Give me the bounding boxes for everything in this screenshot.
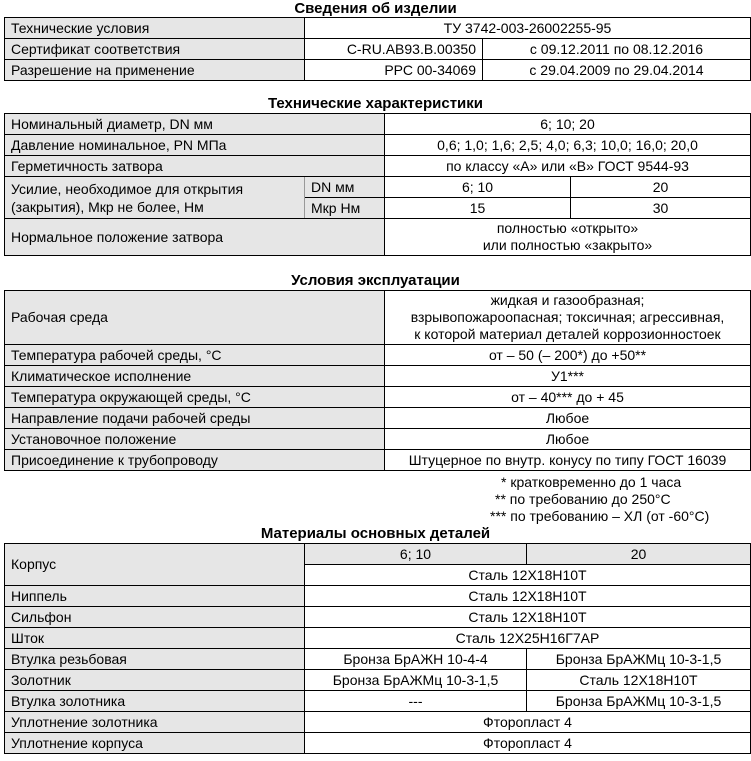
tech-specs-title: Технические характеристики [267,95,484,112]
row-value: Сталь 12Х25Н16Г7АР [305,628,751,649]
dn-value-1: 6; 10 [385,177,571,198]
row-value: C-RU.AB93.B.00350 [305,39,483,60]
operating-conditions-title: Условия эксплуатации [291,272,460,289]
row-value: Штуцерное по внутр. конусу по типу ГОСТ 16039 [385,450,751,471]
row-value: РРС 00-34069 [305,60,483,81]
table-row [5,544,751,565]
row-label: Давление номинальное, PN МПа [5,135,385,156]
row-value-col1: --- [305,691,527,712]
torque-label [5,177,305,219]
row-value: от – 50 (– 200*) до +50** [385,345,751,366]
value-line1: полностью «открыто» [496,220,639,236]
row-value-col2: Сталь 12Х18Н10Т [527,670,751,691]
table-row [5,387,751,408]
value-line3: к которой материал деталей коррозионностоек [414,326,721,342]
row-value-col1: Бронза БрАЖН 10-4-4 [305,649,527,670]
row-value-col2: Бронза БрАЖМц 10-3-1,5 [527,691,751,712]
row-label: Номинальный диаметр, DN мм [5,114,385,135]
table-row [5,607,751,628]
tech-specs-table [4,113,751,256]
row-label: Шток [5,628,305,649]
dn-value-2: 20 [571,177,751,198]
row-label: Установочное положение [5,429,385,450]
row-value: Фторопласт 4 [305,712,751,733]
row-value: Фторопласт 4 [305,733,751,754]
footnote-2: ** по требованию до 250°С [495,491,671,507]
materials-title: Материалы основных деталей [260,525,491,542]
value-line2: взрывопожароопасная; токсичная; агрессивная, [410,309,725,325]
row-value: Сталь 12Х18Н10Т [305,607,751,628]
table-row [5,649,751,670]
row-value: 6; 10; 20 [385,114,751,135]
row-label: Климатическое исполнение [5,366,385,387]
row-value: Любое [385,429,751,450]
row-value: Сталь 12Х18Н10Т [305,586,751,607]
table-row [5,628,751,649]
row-label: Температура окружающей среды, °С [5,387,385,408]
table-row [5,39,751,60]
table-row [5,712,751,733]
row-value [385,219,751,256]
footnote-1: * кратковременно до 1 часа [501,474,682,490]
row-label: Технические условия [5,18,305,39]
row-label: Уплотнение золотника [5,712,305,733]
torque-label-line2: (закрытия), Мкр не более, Нм [11,198,204,215]
table-row [5,408,751,429]
mkr-label: Мкр Нм [305,198,385,219]
table-row [5,114,751,135]
table-row [5,18,751,39]
table-row [5,670,751,691]
row-value: Любое [385,408,751,429]
row-value: от – 40*** до + 45 [385,387,751,408]
table-row [5,135,751,156]
row-value: 0,6; 1,0; 1,6; 2,5; 4,0; 6,3; 10,0; 16,0; 20,0 [385,135,751,156]
row-label: Сертификат соответствия [5,39,305,60]
mkr-value-2: 30 [571,198,751,219]
materials-table [4,543,751,754]
dn-label: DN мм [305,177,385,198]
row-value: У1*** [385,366,751,387]
row-period: с 09.12.2011 по 08.12.2016 [483,39,751,60]
row-value: по классу «А» или «В» ГОСТ 9544-93 [385,156,751,177]
row-label: Золотник [5,670,305,691]
table-row [5,450,751,471]
row-label: Направление подачи рабочей среды [5,408,385,429]
table-row [5,366,751,387]
table-row [5,177,751,198]
col-header-1: 6; 10 [305,544,527,565]
row-label: Температура рабочей среды, °С [5,345,385,366]
row-period: с 29.04.2009 по 29.04.2014 [483,60,751,81]
table-row [5,586,751,607]
table-row [5,219,751,256]
operating-conditions-table [4,290,751,471]
mkr-value-1: 15 [385,198,571,219]
row-label: Герметичность затвора [5,156,385,177]
value-line2: или полностью «закрыто» [482,237,653,253]
table-row [5,156,751,177]
col-header-2: 20 [527,544,751,565]
table-row [5,345,751,366]
product-info-title: Сведения об изделии [294,0,457,17]
row-value: Сталь 12Х18Н10Т [305,565,751,586]
row-value-col1: Бронза БрАЖМц 10-3-1,5 [305,670,527,691]
row-label: Сильфон [5,607,305,628]
row-label: Корпус [5,544,305,586]
value-line1: жидкая и газообразная; [490,292,645,308]
footnote-3: *** по требованию – ХЛ (от -60°С) [490,508,710,524]
row-value-col2: Бронза БрАЖМц 10-3-1,5 [527,649,751,670]
row-label: Втулка золотника [5,691,305,712]
row-label: Нормальное положение затвора [5,219,385,256]
row-value [385,291,751,345]
row-label: Уплотнение корпуса [5,733,305,754]
table-row [5,291,751,345]
table-row [5,691,751,712]
table-row [5,429,751,450]
row-label: Рабочая среда [5,291,385,345]
row-label: Разрешение на применение [5,60,305,81]
row-label: Присоединение к трубопроводу [5,450,385,471]
torque-label-line1: Усилие, необходимое для открытия [11,180,244,197]
table-row [5,733,751,754]
table-row [5,60,751,81]
row-label: Ниппель [5,586,305,607]
row-label: Втулка резьбовая [5,649,305,670]
row-value: ТУ 3742-003-26002255-95 [305,18,751,39]
product-info-table [4,17,751,81]
